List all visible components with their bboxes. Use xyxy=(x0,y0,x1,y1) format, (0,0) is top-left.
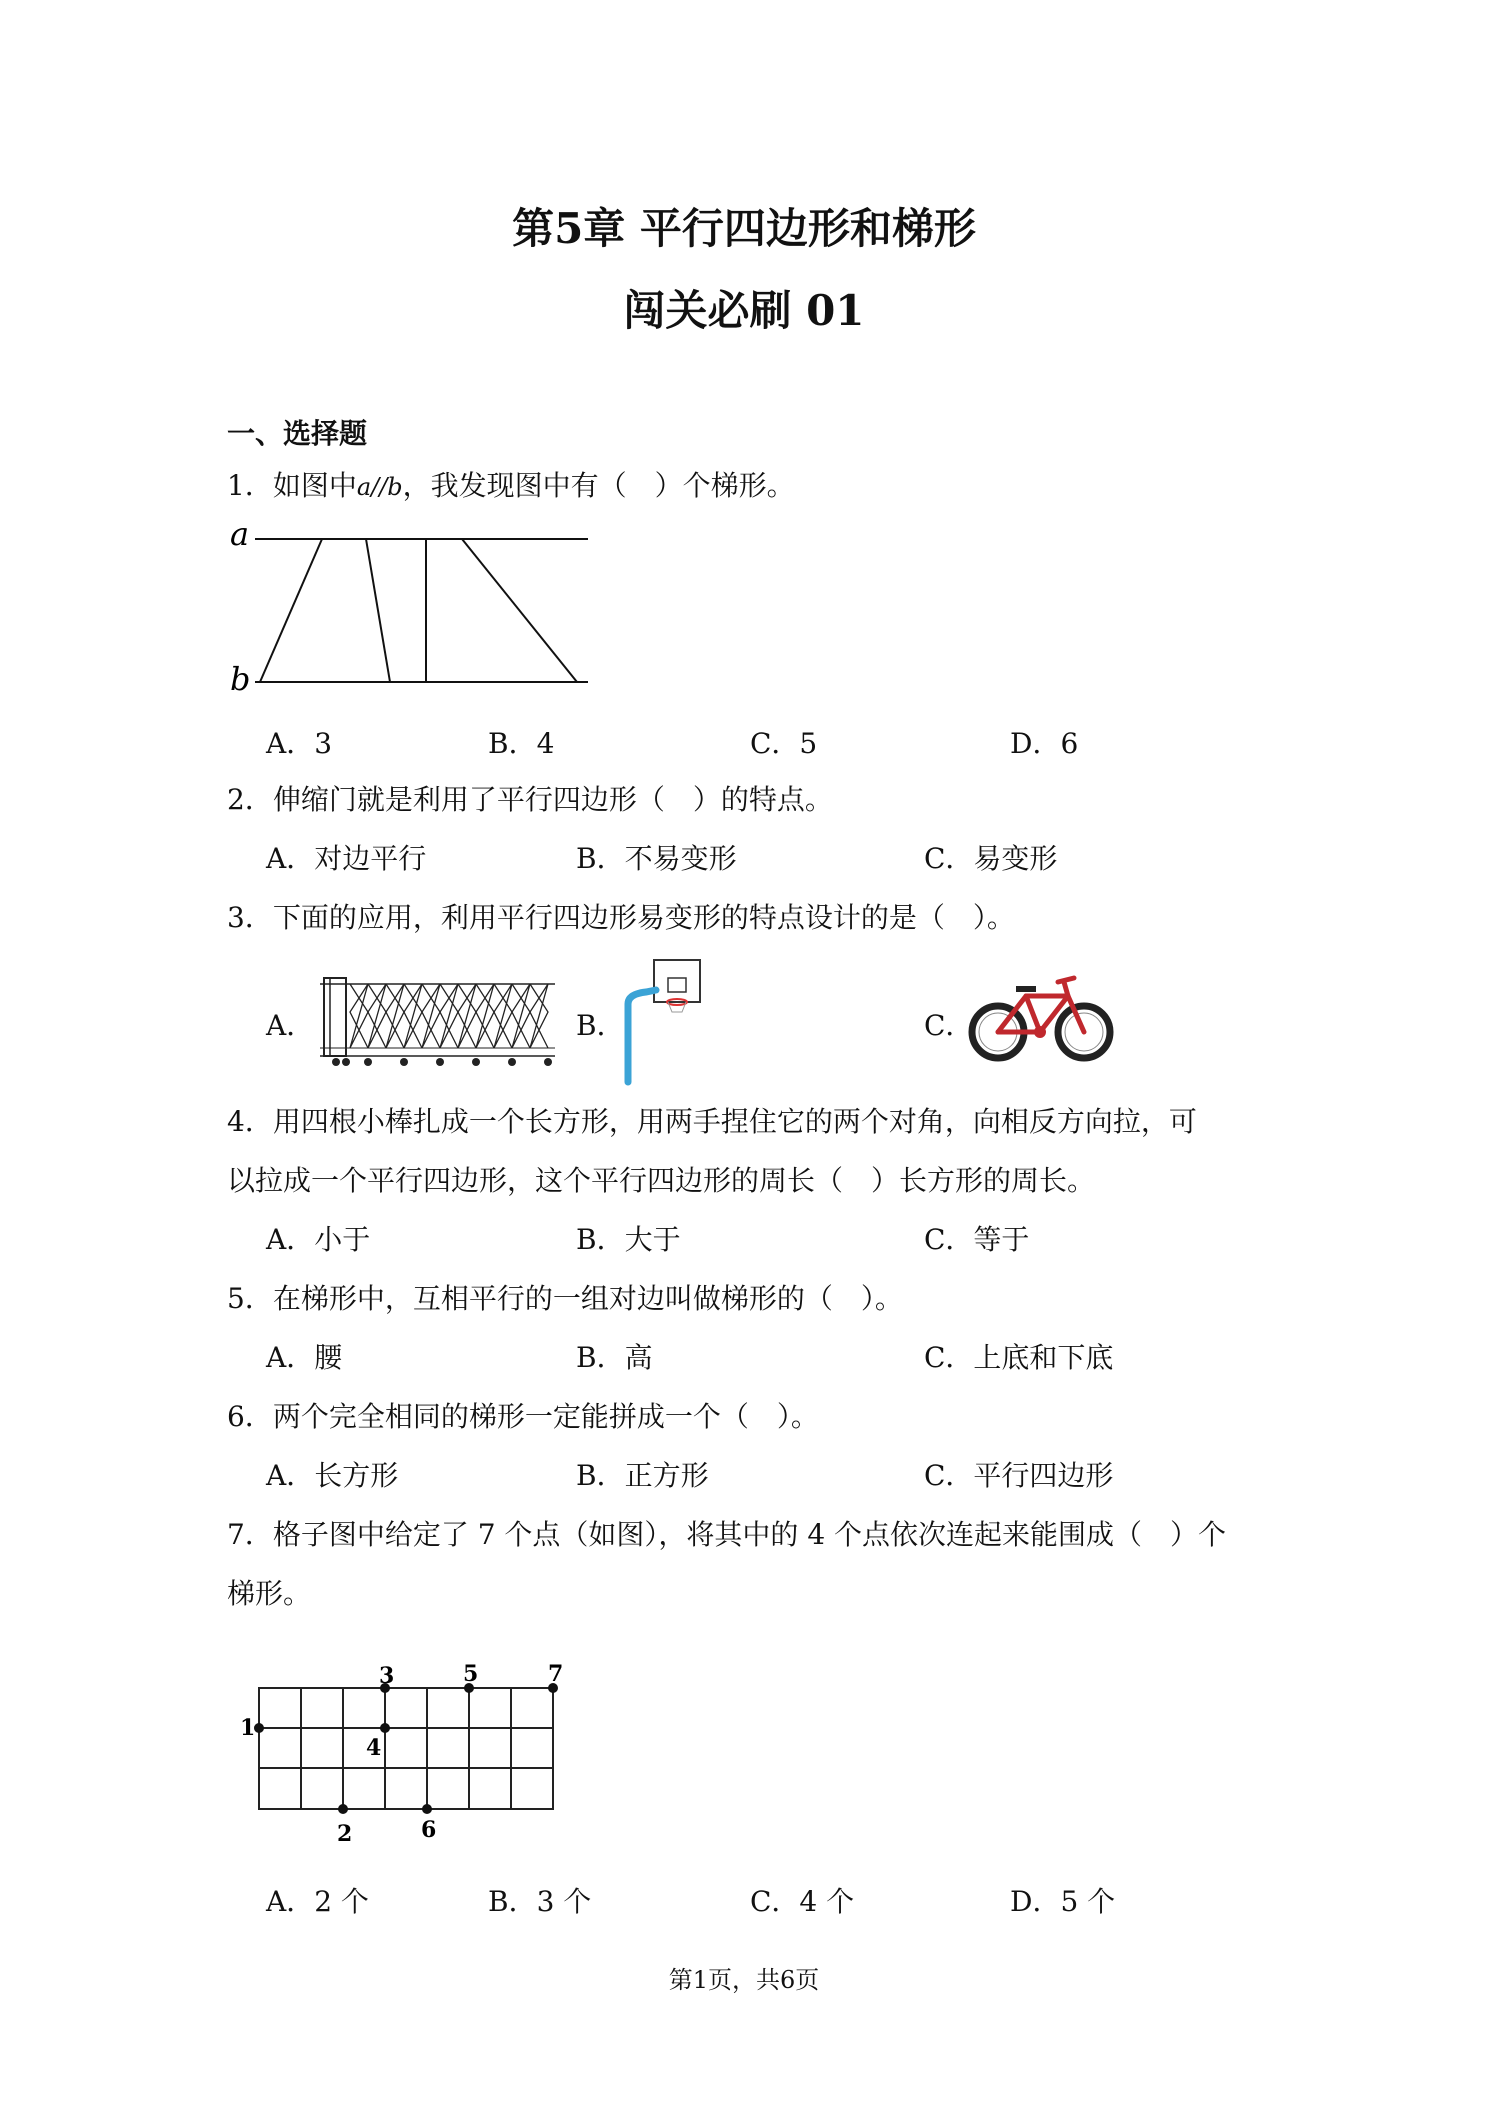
question-6-text: 6．两个完全相同的梯形一定能拼成一个（ ）。 xyxy=(227,1400,819,1433)
q7-option-a[interactable]: A．2 个 xyxy=(266,1885,369,1918)
question-3-text: 3．下面的应用，利用平行四边形易变形的特点设计的是（ ）。 xyxy=(227,901,1015,934)
line-b-label: b xyxy=(230,660,251,695)
q2-option-c[interactable]: C．易变形 xyxy=(924,842,1058,875)
grid-label-1: 1 xyxy=(240,1715,256,1741)
grid-label-2: 2 xyxy=(337,1821,353,1847)
section-heading: 一、选择题 xyxy=(227,417,368,450)
q7-option-b[interactable]: B．3 个 xyxy=(488,1885,592,1918)
q7-option-d[interactable]: D．5 个 xyxy=(1010,1885,1116,1918)
question-7-text-line1: 7．格子图中给定了 7 个点（如图），将其中的 4 个点依次连起来能围成（ ）个 xyxy=(227,1518,1227,1551)
question-2-text: 2．伸缩门就是利用了平行四边形（ ）的特点。 xyxy=(227,783,833,816)
segment-1 xyxy=(260,539,322,682)
q6-option-b[interactable]: B．正方形 xyxy=(576,1459,709,1492)
grid-label-5: 5 xyxy=(463,1661,479,1687)
q2-option-b[interactable]: B．不易变形 xyxy=(576,842,737,875)
line-a-label: a xyxy=(230,515,250,553)
q3-option-a[interactable]: A． xyxy=(266,1009,315,1042)
q1-math: a//b xyxy=(356,473,403,501)
grid-label-4: 4 xyxy=(366,1735,382,1761)
segment-4 xyxy=(462,539,577,682)
question-5-text: 5．在梯形中，互相平行的一组对边叫做梯形的（ ）。 xyxy=(227,1282,903,1315)
q1-option-c[interactable]: C．5 xyxy=(750,727,818,760)
page-subtitle: 闯关必刷 01 xyxy=(623,286,865,335)
page-title: 第5章 平行四边形和梯形 xyxy=(512,204,976,253)
segment-2 xyxy=(366,539,390,682)
grid-lines xyxy=(259,1688,553,1809)
q2-option-a[interactable]: A．对边平行 xyxy=(266,842,427,875)
q4-option-a[interactable]: A．小于 xyxy=(266,1223,371,1256)
question-7-text-line2: 梯形。 xyxy=(227,1577,312,1610)
trapezoid-figure xyxy=(220,515,600,695)
q1-option-d[interactable]: D．6 xyxy=(1010,727,1079,760)
grid-figure xyxy=(230,1655,590,1855)
question-4-text-line1: 4．用四根小棒扎成一个长方形，用两手捏住它的两个对角，向相反方向拉，可 xyxy=(227,1105,1197,1138)
page-footer: 第1页，共6页 xyxy=(668,1966,820,1994)
grid-label-3: 3 xyxy=(379,1663,395,1689)
q3-option-b[interactable]: B． xyxy=(576,1009,625,1042)
grid-point-4 xyxy=(380,1723,390,1733)
grid-point-2 xyxy=(338,1804,348,1814)
q4-option-c[interactable]: C．等于 xyxy=(924,1223,1030,1256)
q1-text-pre: 1．如图中 xyxy=(227,469,357,502)
q5-option-c[interactable]: C．上底和下底 xyxy=(924,1341,1114,1374)
grid-point-1 xyxy=(254,1723,264,1733)
question-4-text-line2: 以拉成一个平行四边形，这个平行四边形的周长（ ）长方形的周长。 xyxy=(227,1164,1096,1197)
q5-option-b[interactable]: B．高 xyxy=(576,1341,653,1374)
q6-option-c[interactable]: C．平行四边形 xyxy=(924,1459,1114,1492)
question-1-text xyxy=(227,469,795,502)
q3-option-c[interactable]: C． xyxy=(924,1009,974,1042)
basketball-hoop-image xyxy=(606,956,726,1086)
q5-option-a[interactable]: A．腰 xyxy=(266,1341,343,1374)
grid-point-6 xyxy=(422,1804,432,1814)
q4-option-b[interactable]: B．大于 xyxy=(576,1223,681,1256)
grid-label-7: 7 xyxy=(548,1661,564,1687)
retractable-gate-image xyxy=(320,972,560,1072)
grid-label-6: 6 xyxy=(421,1817,437,1843)
q6-option-a[interactable]: A．长方形 xyxy=(266,1459,399,1492)
q1-option-a[interactable]: A．3 xyxy=(266,727,333,760)
bicycle-image xyxy=(968,966,1118,1066)
q7-option-c[interactable]: C．4 个 xyxy=(750,1885,855,1918)
q1-text-post: ，我发现图中有（ ）个梯形。 xyxy=(402,469,795,502)
q1-option-b[interactable]: B．4 xyxy=(488,727,555,760)
